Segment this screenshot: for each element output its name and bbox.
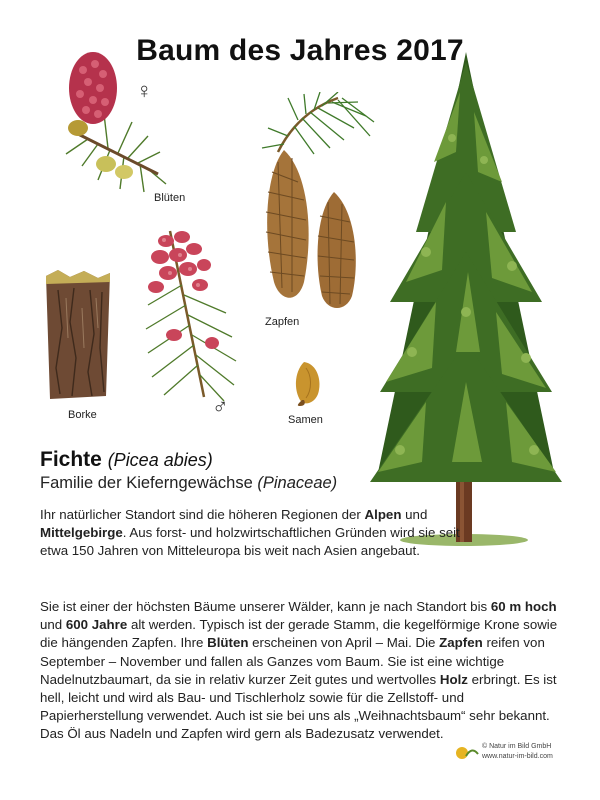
website-text: www.natur-im-bild.com [482,753,553,760]
family-name: Familie der Kieferngewächse [40,474,253,492]
species-family [40,474,337,493]
bark-illustration [40,268,120,403]
seed-illustration [290,360,324,408]
copyright-text: © Natur im Bild GmbH [482,743,552,750]
caption-samen: Samen [288,414,323,426]
paragraph-habitat: Ihr natürlicher Standort sind die höheren Regionen der Alpen und Mittelgebirge. Aus forst- und holzwirtschaftlichen Gründen wird sie seit etwa 150 Jahren von Mitteleuropa bis weit nach Asien angebaut. [40,507,460,559]
species-common-name: Fichte [40,448,102,471]
species-latin-name: (Picea abies) [107,450,213,470]
spruce-tree-illustration [356,52,576,548]
caption-bluten: Blüten [154,192,186,204]
caption-borke: Borke [68,409,97,421]
caption-zapfen: Zapfen [265,316,300,328]
page-title: Baum des Jahres 2017 [136,34,464,67]
female-symbol: ♀ [136,78,153,103]
paragraph-description: Sie ist einer der höchsten Bäume unserer Wälder, kann je nach Standort bis 60 m hoch und 600 Jahre alt werden. Typisch ist der gerade Stamm, die kegelförmige Krone sowie die hängenden Zapfen. Ihre Blüten erscheinen von April – Mai. Die Zapfen reifen von September – November und fallen als Ganzes vom Baum. Sie ist eine wichtige Nadelnutzbaumart, da sie in relativ kurzer Zeit gutes und wertvolles Holz erbringt. Es ist hell, leicht und wird als Bau- und Tischlerholz sowie für die Zellstoff- und Papierherstellung verwendet. Auch ist sie bei uns als „Weihnachtsbaum“ sehr bekannt. Das Öl aus Nadeln und Zapfen wird gern als Badezusatz verwendet. [40,599,558,742]
publisher-logo [454,744,480,762]
male-symbol: ♂ [212,394,229,419]
female-flower-illustration [48,44,168,194]
species-name [40,448,213,472]
footer-credit [482,742,553,762]
family-latin-name: (Pinaceae) [257,474,338,492]
male-flower-illustration [142,225,242,405]
